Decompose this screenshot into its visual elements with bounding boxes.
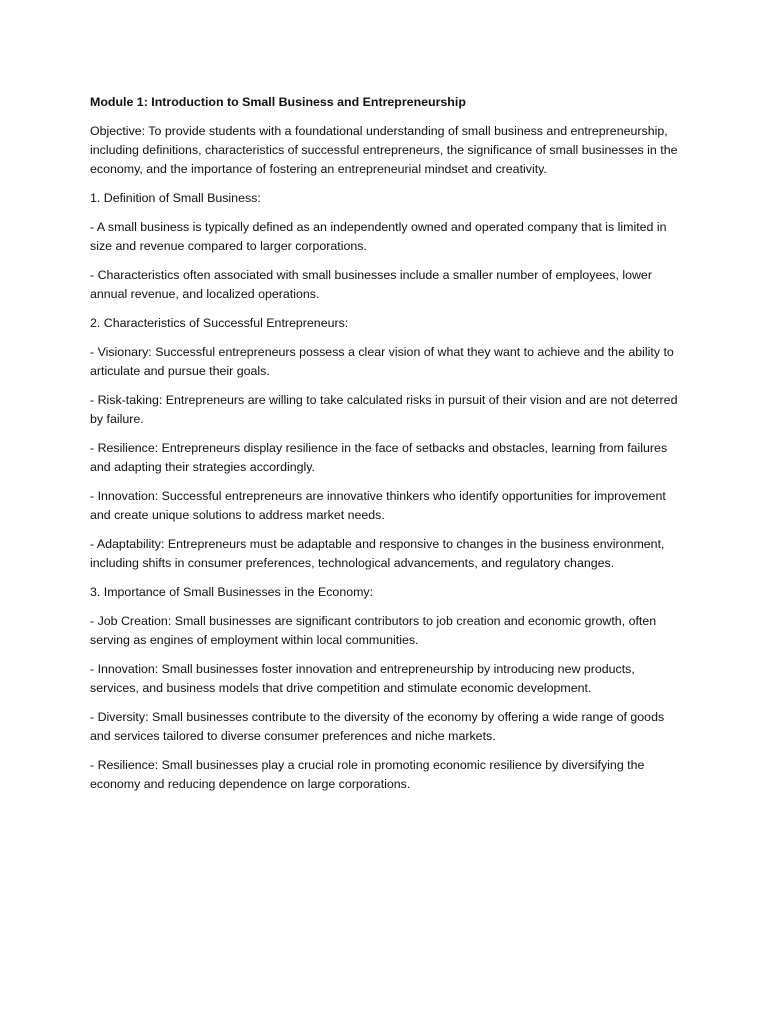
definition-item-2: - Characteristics often associated with small businesses include a smaller number of employees, lower annual revenue, and localized operations. xyxy=(90,268,652,301)
document-page xyxy=(90,93,682,804)
importance-job-creation: - Job Creation: Small businesses are significant contributors to job creation and economic growth, often serving as engines of employment within local communities. xyxy=(90,614,657,647)
document-title: Module 1: Introduction to Small Business and Entrepreneurship xyxy=(90,95,466,109)
characteristic-resilience: - Resilience: Entrepreneurs display resilience in the face of setbacks and obstacles, learning from failures and adapting their strategies accordingly. xyxy=(90,441,668,474)
section-heading-definition: 1. Definition of Small Business: xyxy=(90,191,261,205)
characteristic-innovation: - Innovation: Successful entrepreneurs are innovative thinkers who identify opportunities for improvement and create unique solutions to address market needs. xyxy=(90,489,666,522)
section-heading-characteristics: 2. Characteristics of Successful Entrepreneurs: xyxy=(90,316,349,330)
definition-item-1: - A small business is typically defined as an independently owned and operated company that is limited in size and revenue compared to larger corporations. xyxy=(90,220,667,253)
objective-paragraph: Objective: To provide students with a foundational understanding of small business and entrepreneurship, including definitions, characteristics of successful entrepreneurs, the significance of small businesses in the economy, and the importance of fostering an entrepreneurial mindset and creativity. xyxy=(90,124,678,176)
importance-diversity: - Diversity: Small businesses contribute to the diversity of the economy by offering a wide range of goods and services tailored to diverse consumer preferences and niche markets. xyxy=(90,710,665,743)
importance-innovation: - Innovation: Small businesses foster innovation and entrepreneurship by introducing new products, services, and business models that drive competition and stimulate economic development. xyxy=(90,662,635,695)
characteristic-visionary: - Visionary: Successful entrepreneurs possess a clear vision of what they want to achieve and the ability to articulate and pursue their goals. xyxy=(90,345,674,378)
characteristic-risk-taking: - Risk-taking: Entrepreneurs are willing to take calculated risks in pursuit of their vision and are not deterred by failure. xyxy=(90,393,678,426)
importance-resilience: - Resilience: Small businesses play a crucial role in promoting economic resilience by diversifying the economy and reducing dependence on large corporations. xyxy=(90,758,645,791)
section-heading-importance: 3. Importance of Small Businesses in the Economy: xyxy=(90,585,374,599)
characteristic-adaptability: - Adaptability: Entrepreneurs must be adaptable and responsive to changes in the business environment, including shifts in consumer preferences, technological advancements, and regulatory changes. xyxy=(90,537,665,570)
